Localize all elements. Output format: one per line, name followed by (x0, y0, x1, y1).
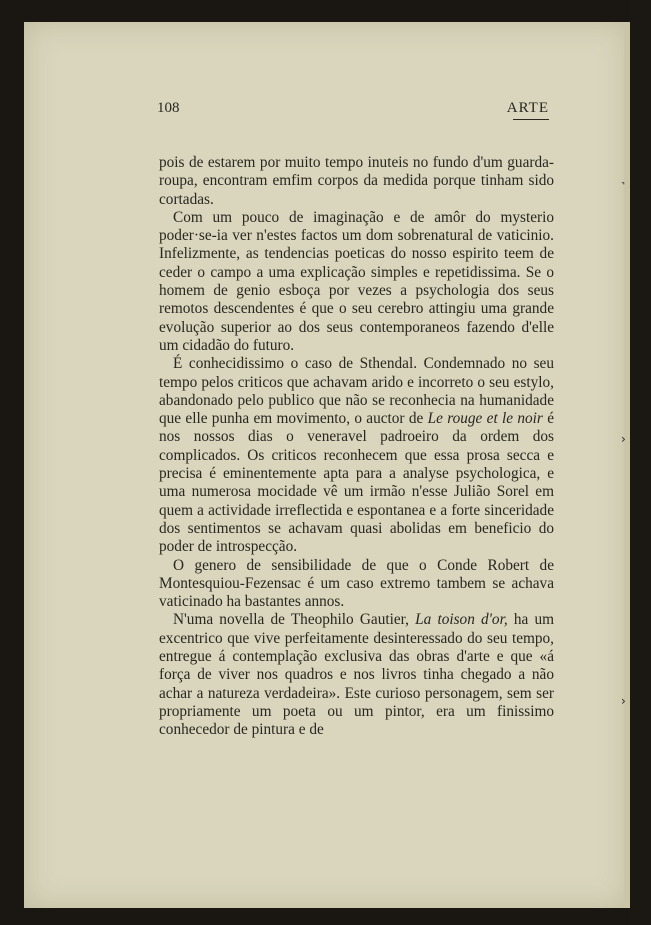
paragraph-3 (159, 355, 554, 556)
paragraph-2: Com um pouco de imaginação e de amôr do mysterio poder·se-ia ver n'estes factos um dom sobrenatural de vaticinio. Infelizmente, as tendencias poeticas do nosso espirito teem de ceder o campo a uma explicação simples e repetidissima. Se o homem de genio esboça por vezes a psychologia dos seus remotos descendentes é que o seu cerebro attingiu uma grande evolução superior ao dos seus contemporaneos fazendo d'elle um cidadão do futuro. (159, 208, 554, 354)
paragraph-5 (159, 611, 554, 739)
body-text (159, 154, 554, 740)
background-edge (630, 0, 651, 925)
italic-title-rouge-noir: Le rouge et le noir (427, 410, 543, 428)
paragraph-1: pois de estarem por muito tempo inuteis no fundo d'um guarda-roupa, encontram emfim corpos da medida porque tinham sido cortadas. (159, 154, 554, 208)
running-title-rule (513, 119, 549, 120)
italic-title-toison: La toison d'or, (415, 611, 508, 629)
margin-mark-1: ˺ (621, 180, 625, 194)
running-title: ARTE (506, 100, 549, 116)
page-header (157, 100, 549, 120)
paragraph-5-start: N'uma novella de Theophilo Gautier, (173, 611, 416, 629)
paragraph-5-end: ha um excentrico que vive perfeitamente desinteressado do seu tempo, entregue á contemplação exclusiva das obras d'arte e que «á força de viver nos quadros e nos livros tinha chegado a não achar a natureza verdadeira». Este curioso personagem, sem ser propriamente um poeta ou um pintor, era um finissimo conhecedor de pintura e de (159, 611, 554, 739)
margin-mark-2: › (621, 432, 626, 446)
paragraph-3-end: é nos nossos dias o veneravel padroeiro da ordem dos complicados. Os criticos reconhecem que essa prosa secca e precisa é eminentemente apta para a analyse psychologica, e uma numerosa mocidade vê um irmão n'esse Julião Sorel em quem a actividade irreflectida e espontanea e a forte sinceridade dos sentimentos se achavam quasi abolidas em beneficio do poder de introspecção. (159, 410, 554, 556)
paragraph-3-start: É conhecidissimo o caso de Sthendal. Condemnado no seu tempo pelos criticos que achavam arido e incorreto o seu estylo, abandonado pelo publico que não se reconhecia na humanidade que elle punha em movimento, o auctor de (159, 355, 554, 428)
paragraph-4: O genero de sensibilidade de que o Conde Robert de Montesquiou-Fezensac é um caso extremo tambem se achava vaticinado ha bastantes annos. (159, 556, 554, 611)
page-number: 108 (157, 100, 180, 116)
margin-mark-3: › (621, 694, 626, 708)
